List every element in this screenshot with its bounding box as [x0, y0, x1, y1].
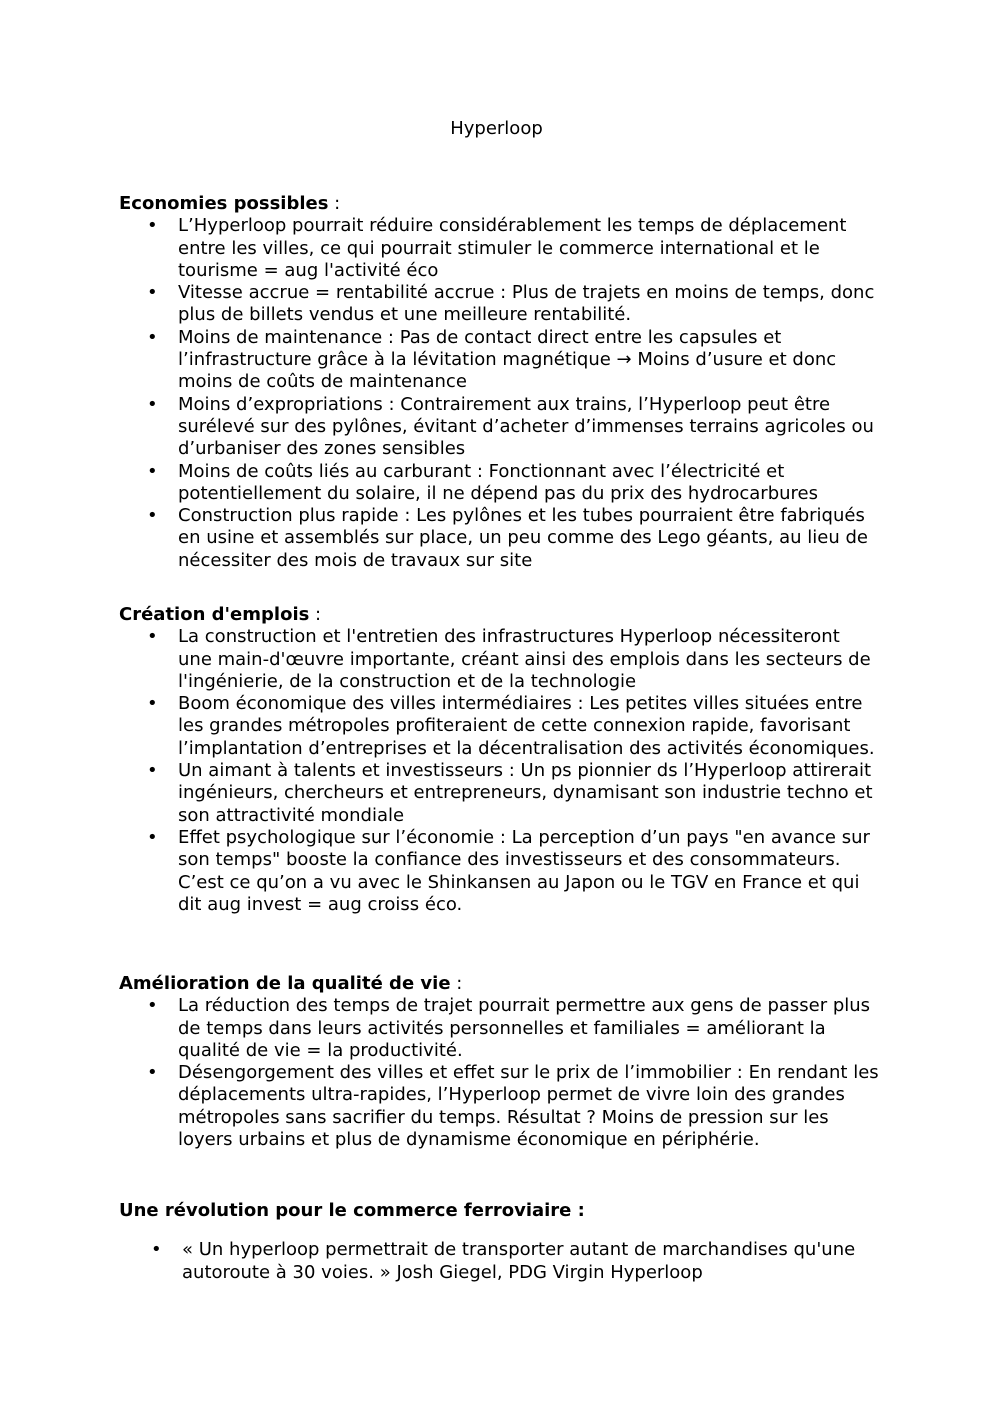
list-item-text: La réduction des temps de trajet pourrait permettre aux gens de passer plus de temps dans leurs activités personnelles et familiales = améliorant la qualité de vie = la productivité. — [178, 995, 871, 1061]
list-item — [119, 282, 879, 327]
list-item-text: « Un hyperloop permettrait de transporter autant de marchandises qu'une autoroute à 30 voies. » Josh Giegel, PDG Virgin Hyperloop — [182, 1239, 856, 1283]
list-item — [119, 1062, 879, 1151]
section-heading-label: Economies possibles — [119, 193, 329, 214]
section-heading-colon: : — [450, 973, 463, 994]
list-item-text: Moins de maintenance : Pas de contact direct entre les capsules et l’infrastructure grâce à la lévitation magnétique → Moins d’usure et donc moins de coûts de maintenance — [178, 326, 837, 393]
list-item-text: Vitesse accrue = rentabilité accrue : Plus de trajets en moins de temps, donc plus de billets vendus et une meilleure rentabilité. — [178, 282, 875, 326]
list-item-text: Désengorgement des villes et effet sur le prix de l’immobilier : En rendant les déplacements ultra-rapides, l’Hyperloop permet de vivre loin des grandes métropoles sans sacrifier du temps. Résultat ? Moins de pression sur les loyers urbains et plus de dynamisme économique en périphérie. — [178, 1062, 879, 1151]
list-item-text: Construction plus rapide : Les pylônes et les tubes pourraient être fabriqués en usine et assemblés sur place, un peu comme des Lego géants, au lieu de nécessiter des mois de travaux sur site — [178, 505, 868, 571]
section-heading — [119, 973, 879, 995]
bullet-icon: • — [147, 826, 158, 848]
bullet-icon: • — [147, 1062, 158, 1084]
section-heading-colon: : — [328, 193, 341, 214]
section-heading — [119, 604, 879, 626]
list-item-text: Boom économique des villes intermédiaires : Les petites villes situées entre les grandes métropoles profiteraient de cette connexion rapide, favorisant l’implantation d’entreprises et la décentralisation des activités économiques. — [178, 693, 875, 759]
bullet-icon: • — [147, 460, 158, 482]
list-item-text: Un aimant à talents et investisseurs : Un ps pionnier ds l’Hyperloop attirerait ingénieurs, chercheurs et entrepreneurs, dynamisant son industrie techno et son attractivité mondiale — [178, 760, 873, 826]
bullet-icon: • — [147, 326, 158, 348]
list-item — [119, 461, 879, 506]
list-item-text: Moins de coûts liés au carburant : Fonctionnant avec l’électricité et potentiellement du solaire, il ne dépend pas du prix des hydrocarbures — [178, 460, 819, 504]
bullet-icon: • — [147, 505, 158, 527]
bullet-icon: • — [151, 1239, 162, 1261]
bullet-icon: • — [147, 760, 158, 782]
bullet-icon: • — [147, 693, 158, 715]
bullet-icon: • — [147, 282, 158, 304]
bullet-list — [119, 215, 879, 572]
section-commerce-ferroviaire — [119, 1200, 879, 1284]
list-item-text: Moins d’expropriations : Contrairement aux trains, l’Hyperloop peut être surélevé sur des pylônes, évitant d’acheter d’immenses terrains agricoles ou d’urbaniser des zones sensibles — [178, 393, 874, 460]
bullet-list — [119, 626, 879, 916]
list-item — [119, 215, 879, 282]
list-item — [119, 760, 879, 827]
section-economies — [119, 193, 879, 572]
bullet-icon: • — [147, 393, 158, 415]
list-item — [119, 1239, 879, 1284]
section-heading-label: Amélioration de la qualité de vie — [119, 973, 451, 994]
list-item — [119, 327, 879, 394]
section-heading-colon: : — [309, 604, 322, 625]
list-item-text: L’Hyperloop pourrait réduire considérablement les temps de déplacement entre les villes, ce qui pourrait stimuler le commerce international et le tourisme = aug l'activité éco — [178, 215, 847, 281]
section-heading — [119, 1200, 879, 1222]
bullet-icon: • — [147, 626, 158, 648]
list-item-text: La construction et l'entretien des infrastructures Hyperloop nécessiteront une main-d'œuvre importante, créant ainsi des emplois dans les secteurs de l'ingénierie, de la construction et de la technologie — [178, 626, 871, 692]
section-qualite-de-vie — [119, 973, 879, 1151]
document-title: Hyperloop — [450, 118, 543, 139]
list-item-text: Effet psychologique sur l’économie : La perception d’un pays "en avance sur son temps" booste la confiance des investisseurs et des consommateurs. C’est ce qu’on a vu avec le Shinkansen au Japon ou le TGV en France et qui dit aug invest = aug croiss éco. — [178, 826, 870, 915]
list-item — [119, 394, 879, 461]
bullet-list — [119, 995, 879, 1151]
list-item — [119, 693, 879, 760]
bullet-list — [119, 1239, 879, 1284]
list-item — [119, 827, 879, 916]
list-item — [119, 505, 879, 572]
section-creation-emplois — [119, 604, 879, 916]
section-heading-label: Création d'emplois — [119, 604, 310, 625]
section-heading — [119, 193, 879, 215]
list-item — [119, 626, 879, 693]
bullet-icon: • — [147, 215, 158, 237]
list-item — [119, 995, 879, 1062]
bullet-icon: • — [147, 995, 158, 1017]
section-heading-label: Une révolution pour le commerce ferroviaire : — [119, 1200, 585, 1221]
